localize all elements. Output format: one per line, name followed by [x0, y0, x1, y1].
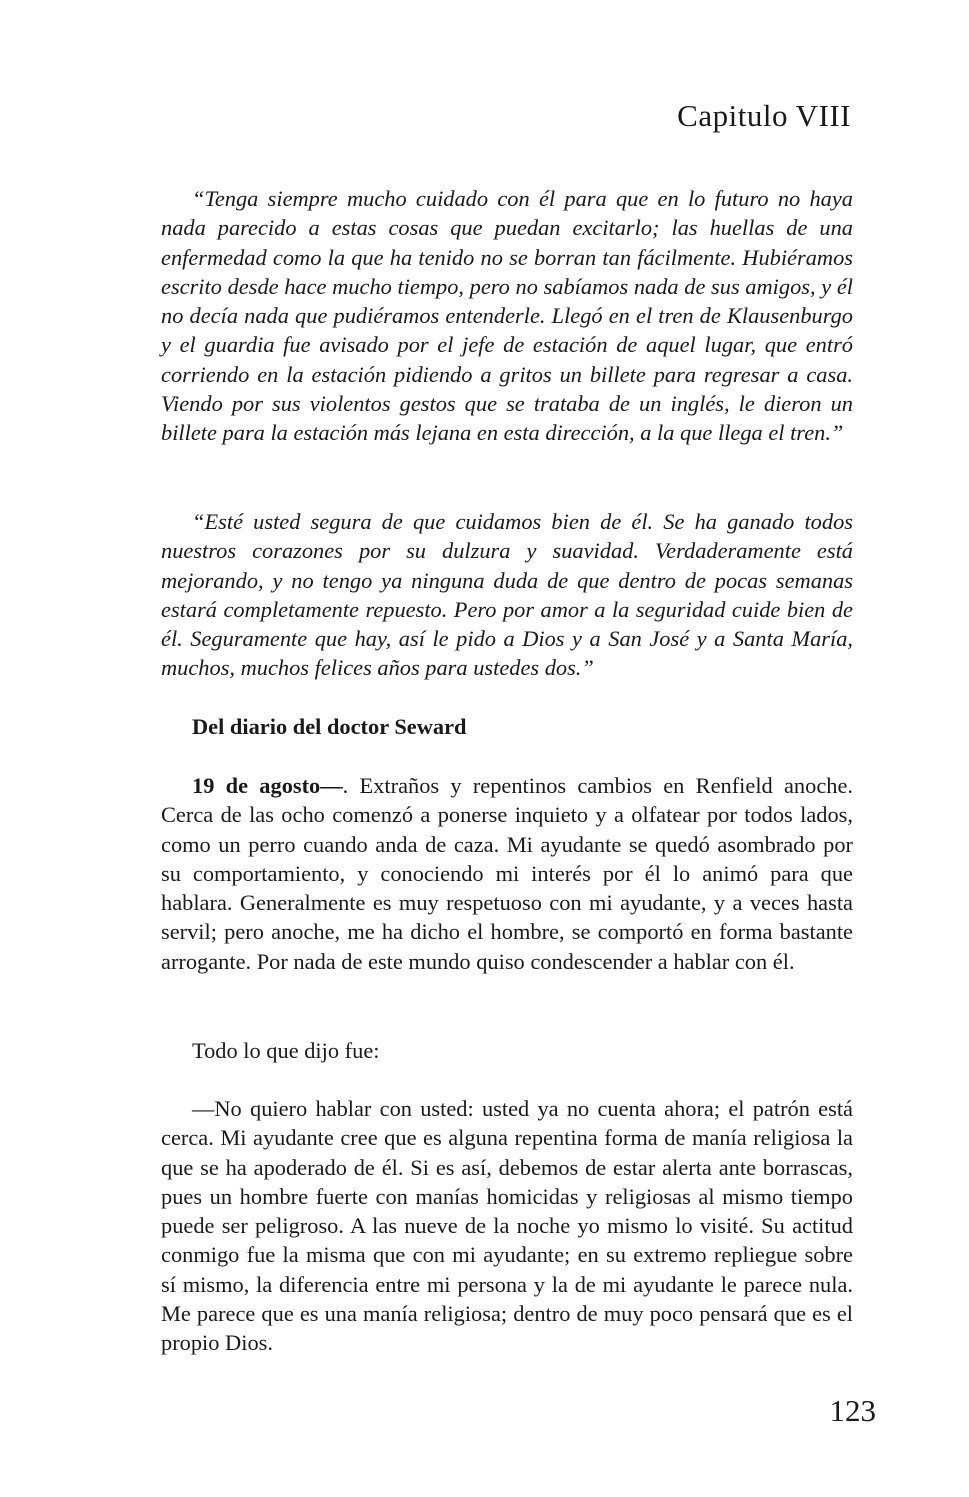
page-number: 123 — [829, 1393, 876, 1428]
diary-heading: Del diario del doctor Seward — [192, 714, 467, 739]
diary-entry-paragraph — [161, 771, 853, 976]
entry-date: 19 de agosto— — [192, 773, 343, 798]
letter-paragraph-1: “Tenga siempre mucho cuidado con él para que en lo futuro no haya nada parecido a estas cosas que puedan excitarlo; las huellas de una enfermedad como la que ha tenido no se borran tan fácilmente. Hubiéramos escrito desde hace mucho tiempo, pero no sabíamos nada de sus amigos, y él no decía nada que pudiéramos entenderle. Llegó en el tren de Klausenburgo y el guardia fue avisado por el jefe de estación de aquel lugar, que entró corriendo en la estación pidiendo a gritos un billete para regresar a casa. Viendo por sus violentos gestos que se trataba de un inglés, le dieron un billete para la estación más lejana en esta dirección, a la que llega el tren.” — [161, 186, 853, 446]
diary-entry-block — [161, 771, 853, 976]
quote-paragraph: —No quiero hablar con usted: usted ya no cuenta ahora; el patrón está cerca. Mi ayudante cree que es alguna repentina forma de manía religiosa la que se ha apoderado de él. Si es así, debemos de estar alerta ante borrascas, pues un hombre fuerte con manías homicidas y religiosas al mismo tiempo puede ser peligroso. A las nueve de la noche yo mismo lo visité. Su actitud conmigo fue la misma que con mi ayudante; en su extremo repliegue sobre sí mismo, la diferencia entre mi persona y la de mi ayudante le parece nula. Me parece que es una manía religiosa; dentro de muy poco pensará que es el propio Dios. — [161, 1096, 853, 1356]
letter-block-2 — [161, 507, 853, 683]
quote-block — [161, 1094, 853, 1358]
said-paragraph: Todo lo que dijo fue: — [192, 1038, 380, 1063]
chapter-title: Capitulo VIII — [677, 98, 851, 133]
letter-paragraph-2: “Esté usted segura de que cuidamos bien de él. Se ha ganado todos nuestros corazones por su dulzura y suavidad. Verdaderamente está mejorando, y no tengo ya ninguna duda de que dentro de pocas semanas estará completamente repuesto. Pero por amor a la seguridad cuide bien de él. Seguramente que hay, así le pido a Dios y a San José y a Santa María, muchos, muchos felices años para ustedes dos.” — [161, 509, 853, 681]
said-block — [161, 1036, 853, 1065]
diary-heading-block — [161, 712, 853, 741]
entry-text: . Extraños y repentinos cambios en Renfield anoche. Cerca de las ocho comenzó a ponerse inquieto y a olfatear por todos lados, como un perro cuando anda de caza. Mi ayudante se quedó asombrado por su comportamiento, y conociendo mi interés por él lo animó para que hablara. Generalmente es muy respetuoso con mi ayudante, y a veces hasta servil; pero anoche, me ha dicho el hombre, se comportó en forma bastante arrogante. Por nada de este mundo quiso condescender a hablar con él. — [161, 773, 853, 974]
letter-block — [161, 184, 853, 448]
